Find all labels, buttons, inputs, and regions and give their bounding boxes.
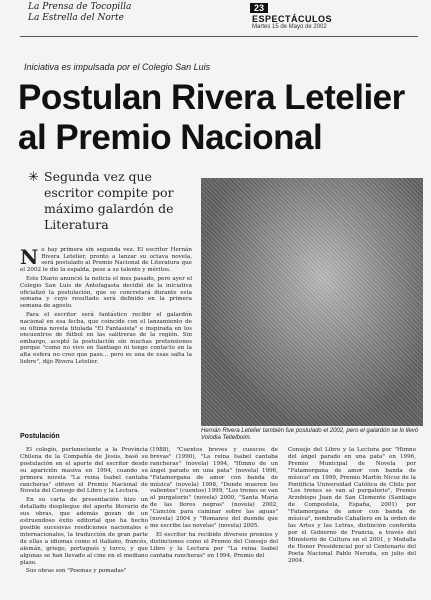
masthead <box>28 2 131 24</box>
article-intro <box>20 247 192 368</box>
column-paragraph: El escritor ha recibido diversos premios y distinciones como el Premio del Consejo del Libro y la Lectura por "La reina Isabel cantaba rancheras" en 1994, Premio del <box>150 531 278 559</box>
article-deck: Segunda vez que escritor compite por máximo galardón de Literatura <box>44 169 174 232</box>
star-bullet-icon: ✳ <box>28 170 39 185</box>
author-photo <box>201 178 423 426</box>
photo-caption: Hernán Rivera Letelier también fue postulado el 2002, pero el galardón se lo llevó Volodia Teitelboim. <box>201 428 419 441</box>
issue-date: Martes 15 de Mayo de 2002 <box>252 24 327 30</box>
article-column-3 <box>288 447 416 566</box>
column-paragraph: (1988), "Cuentos breves y cuescos de brevas" (1990), "La reina Isabel cantaba rancheras" (novela) 1994, "Himno de un ángel parado en una pata" (novela) 1996, "Fatamorgana de amor con banda de música" (novela) 1998, "Donde mueren los valientes" (cuentos) 1999, "Los trenes se van al purgatorio" (novela) 2000, "Santa María de las flores negras" (novela) 2002, "Canción para caminar sobre las aguas" (novela) 2004 y "Romance del duende que me escribe las novelas" (novela) 2005. <box>150 447 278 529</box>
dropcap-letter: N <box>20 245 39 269</box>
column-paragraph: Consejo del Libro y la Lectura por "Himno del ángel parado en una pata" en 1996, Premio Municipal de Novela por "Fatamorgana de amor con banda de música" en 1999, Premio Martín Nicoz de la Pontificia Universidad Católica de Chile por "Los trenes se van al purgatorio", Premio Arzobispo Juan de San Clemente (Santiago de Compostela, España, 2001) por "Fatamorgana de amor con banda de música", nombrado Caballero en la orden de las Artes y las Letras, distinción conferida por el Gobierno de Francia, a través del Ministerio de Cultura en el 2001, y Medalla de Honor Presidencial por el Centenario del Poeta Nacional Pablo Neruda, en julio del 2004. <box>288 447 416 564</box>
masthead-line-2: La Estrella del Norte <box>28 13 124 23</box>
article-headline: Postulan Rivera Letelier al Premio Nacional <box>18 78 405 157</box>
header-divider <box>20 36 418 37</box>
article-kicker: Iniciativa es impulsada por el Colegio San Luis <box>24 62 211 72</box>
section-title: ESPECTÁCULOS <box>252 14 333 24</box>
column-paragraph: Sus obras son "Poemas y pomadas" <box>26 568 127 575</box>
page-number: 23 <box>250 3 268 13</box>
intro-paragraph: o hay primera sin segunda vez. El escritor Hernán Rivera Letelier, pronto a lanzar su octava novela, será postulado al Premio Nacional de Literatura que el 2002 le dio la espalda, pese a su talento y méritos. <box>20 247 192 273</box>
section-subhead: Postulación <box>20 433 60 440</box>
masthead-line-1: La Prensa de Tocopilla <box>28 2 132 12</box>
column-paragraph: En su carta de presentación hizo un detallado despliegue del aporte literario de sus obras, que además gozan de un estruendoso éxito editorial que ha hecho posible sucesivas reediciones nacionales e internacionales, la traducción de gran parte de ellas a idiomas como el italiano, francés, alemán, griego, portugués y turco, y que algunas se han llevado al cine en el mediano plazo. <box>20 497 148 566</box>
article-column-2 <box>150 447 278 562</box>
intro-paragraph: Este Diario anunció la noticia el mes pasado, pero ayer el Colegio San Luis de Antofagasta decidió de la iniciativa oficializó la postulación, que se concretará durante esta semana y cuyo resultado será definido en la primera semana de agosto. <box>20 276 192 309</box>
article-column-1 <box>20 447 148 577</box>
intro-paragraph: Para el escritor será fantástico recibir el galardón nacional en esa fecha, que coincide con el lanzamiento de su última novela titulada "El Fantasista" e inspirada en los encuentros de fútbol en las salitreras de la región. Sin embargo, aceptó la postulación sin muchas pretensiones porque "como no vivo en Santiago ni tengo contacto en la alta esfera no creo que pase... pero es una de esas salta la liebre", dijo Rivera Letelier. <box>20 312 192 365</box>
column-paragraph: El colegio, perteneciente a la Provincia Chilena de la Compañía de Jesús, basó su postulación en el aporte del escritor desde su aparición masiva en 1994, cuando su primera novela "La reina Isabel cantaba rancheras" obtuvo el Premio Nacional de Novela del Consejo del Libro y la Lectura. <box>20 447 148 495</box>
